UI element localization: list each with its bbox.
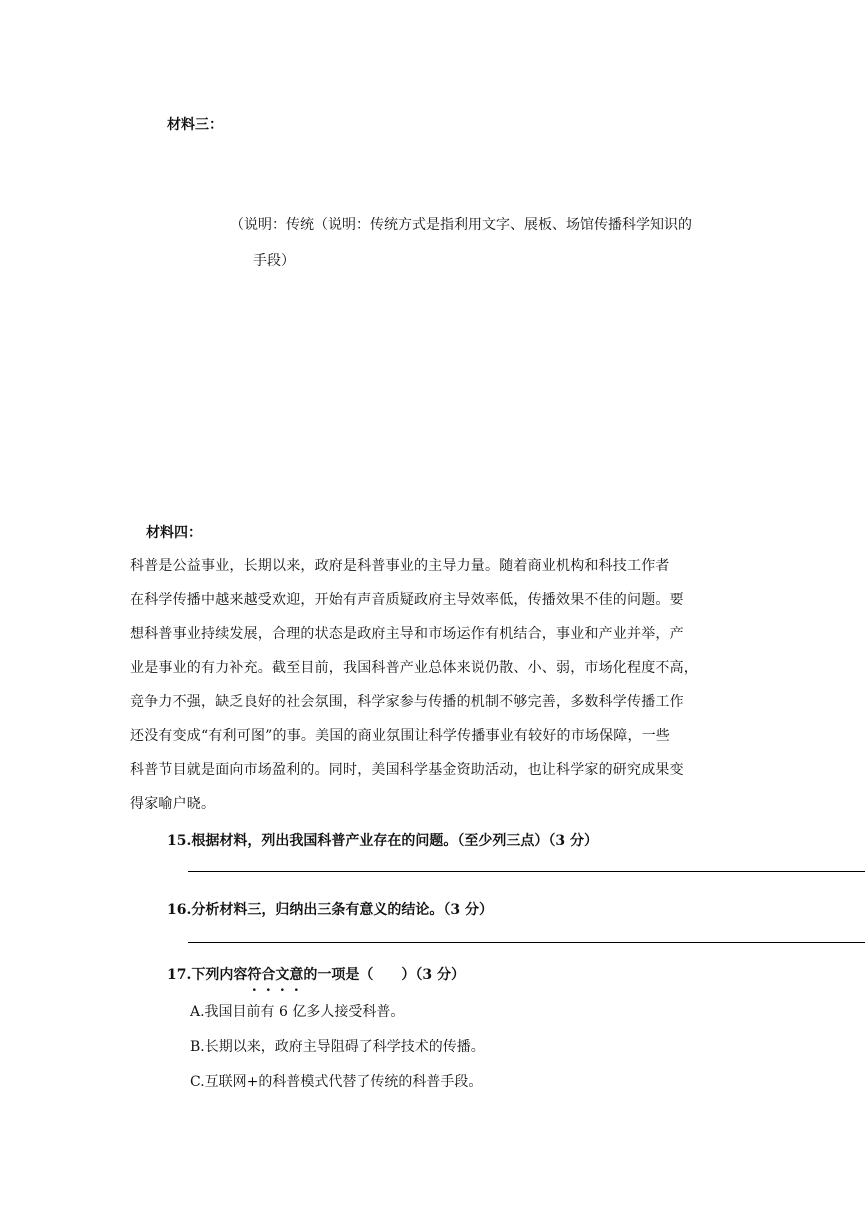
material4-paragraph bbox=[130, 551, 740, 823]
paragraph-line: 科普节目就是面向市场盈利的。同时，美国科学基金资助活动，也让科学家的研究成果变 bbox=[130, 762, 684, 778]
material3-note-line2: 手段） bbox=[253, 253, 295, 269]
paragraph-line: 业是事业的有力补充。截至目前，我国科普产业总体来说仍散、小、弱，市场化程度不高， bbox=[130, 660, 698, 676]
q17-dotted-char: 意 bbox=[289, 967, 304, 983]
material3-title: 材料三： bbox=[167, 117, 223, 133]
question-16: 16.分析材料三，归纳出三条有意义的结论。（3 分） bbox=[167, 902, 493, 918]
material4-title: 材料四： bbox=[146, 525, 202, 541]
q17-dotted-char: 符 bbox=[247, 967, 262, 983]
q17-dotted-char: 文 bbox=[275, 967, 290, 983]
answer-line-15 bbox=[188, 871, 865, 872]
paragraph-line: 得家喻户晓。 bbox=[130, 796, 216, 812]
question-17 bbox=[167, 964, 465, 984]
question-15: 15.根据材料，列出我国科普产业存在的问题。（至少列三点）（3 分） bbox=[167, 833, 598, 849]
q17-prefix: 17.下列内容 bbox=[167, 967, 248, 983]
q17-dotted-char: 合 bbox=[261, 967, 276, 983]
option-c: C.互联网+的科普模式代替了传统的科普手段。 bbox=[190, 1074, 483, 1090]
paragraph-line: 竞争力不强，缺乏良好的社会氛围，科学家参与传播的机制不够完善，多数科学传播工作 bbox=[130, 694, 684, 710]
paragraph-line: 想科普事业持续发展，合理的状态是政府主导和市场运作有机结合，事业和产业并举，产 bbox=[130, 626, 684, 642]
material3-note-line1: （说明：传统（说明：传统方式是指利用文字、展板、场馆传播科学知识的 bbox=[230, 217, 692, 233]
answer-line-16 bbox=[188, 942, 865, 943]
paragraph-line: 科普是公益事业，长期以来，政府是科普事业的主导力量。随着商业机构和科技工作者 bbox=[130, 558, 670, 574]
paragraph-line: 在科学传播中越来越受欢迎，开始有声音质疑政府主导效率低，传播效果不佳的问题。要 bbox=[130, 592, 684, 608]
option-a: A.我国目前有 6 亿多人接受科普。 bbox=[190, 1004, 405, 1020]
q17-suffix: 的一项是（ ）（3 分） bbox=[303, 967, 465, 983]
paragraph-line: 还没有变成“有利可图”的事。美国的商业氛围让科学传播事业有较好的市场保障，一些 bbox=[130, 728, 671, 744]
option-b: B.长期以来，政府主导阻碍了科学技术的传播。 bbox=[190, 1039, 485, 1055]
